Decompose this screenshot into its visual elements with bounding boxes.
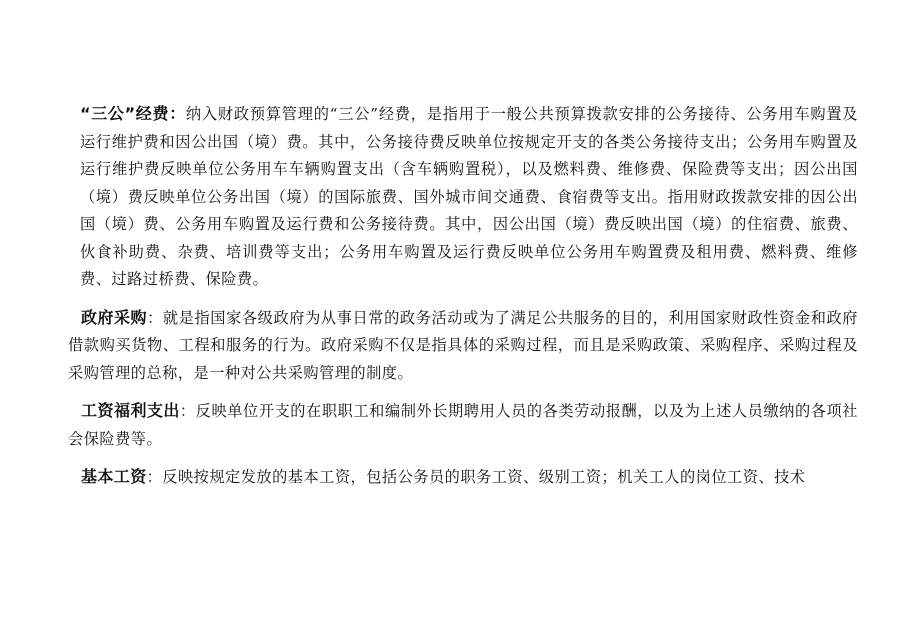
definition-sangong-expenses: 纳入财政预算管理的“三公”经费，是指用于一般公共预算拨款安排的公务接待、公务用车购置及运行维护费和因公出国（境）费。其中，公务接待费反映单位按规定开支的各类公务接待支出；公务用车购置及运行维护费反映单位公务用车车辆购置支出（含车辆购置税），以及燃料费、维修费、保险费等支出；因公出国（境）费反映单位公务出国（境）的国际旅费、国外城市间交通费、食宿费等支出。指用财政拨款安排的因公出国（境）费、公务用车购置及运行费和公务接待费。其中，因公出国（境）费反映出国（境）的住宿费、旅费、伙食补助费、杂费、培训费等支出；公务用车购置及运行费反映单位公务用车购置费及租用费、燃料费、维修费、过路过桥费、保险费。 [80,105,858,288]
document-page [68,100,858,502]
paragraph-basic-wage [68,463,858,492]
definition-wage-welfare-expenditure: ：反映单位开支的在职职工和编制外长期聘用人员的各类劳动报酬，以及为上述人员缴纳的各项社会保险费等。 [68,402,858,448]
definition-basic-wage: ：反映按规定发放的基本工资，包括公务员的职务工资、级别工资；机关工人的岗位工资、技术 [146,468,806,486]
paragraph-wage-welfare-expenditure [68,397,858,453]
paragraph-sangong-expenses [68,100,858,294]
term-wage-welfare-expenditure: 工资福利支出 [81,401,180,420]
term-government-procurement: 政府采购 [81,307,148,327]
term-sangong-expenses: “三公”经费： [80,104,186,123]
term-basic-wage: 基本工资 [81,467,147,486]
paragraph-government-procurement [68,304,858,388]
definition-government-procurement: ：就是指国家各级政府为从事日常的政务活动或为了满足公共服务的目的，利用国家财政性资金和政府借款购买货物、工程和服务的行为。政府采购不仅是指具体的采购过程，而且是采购政策、采购程序、采购过程及采购管理的总称，是一种对公共采购管理的制度。 [68,308,858,382]
